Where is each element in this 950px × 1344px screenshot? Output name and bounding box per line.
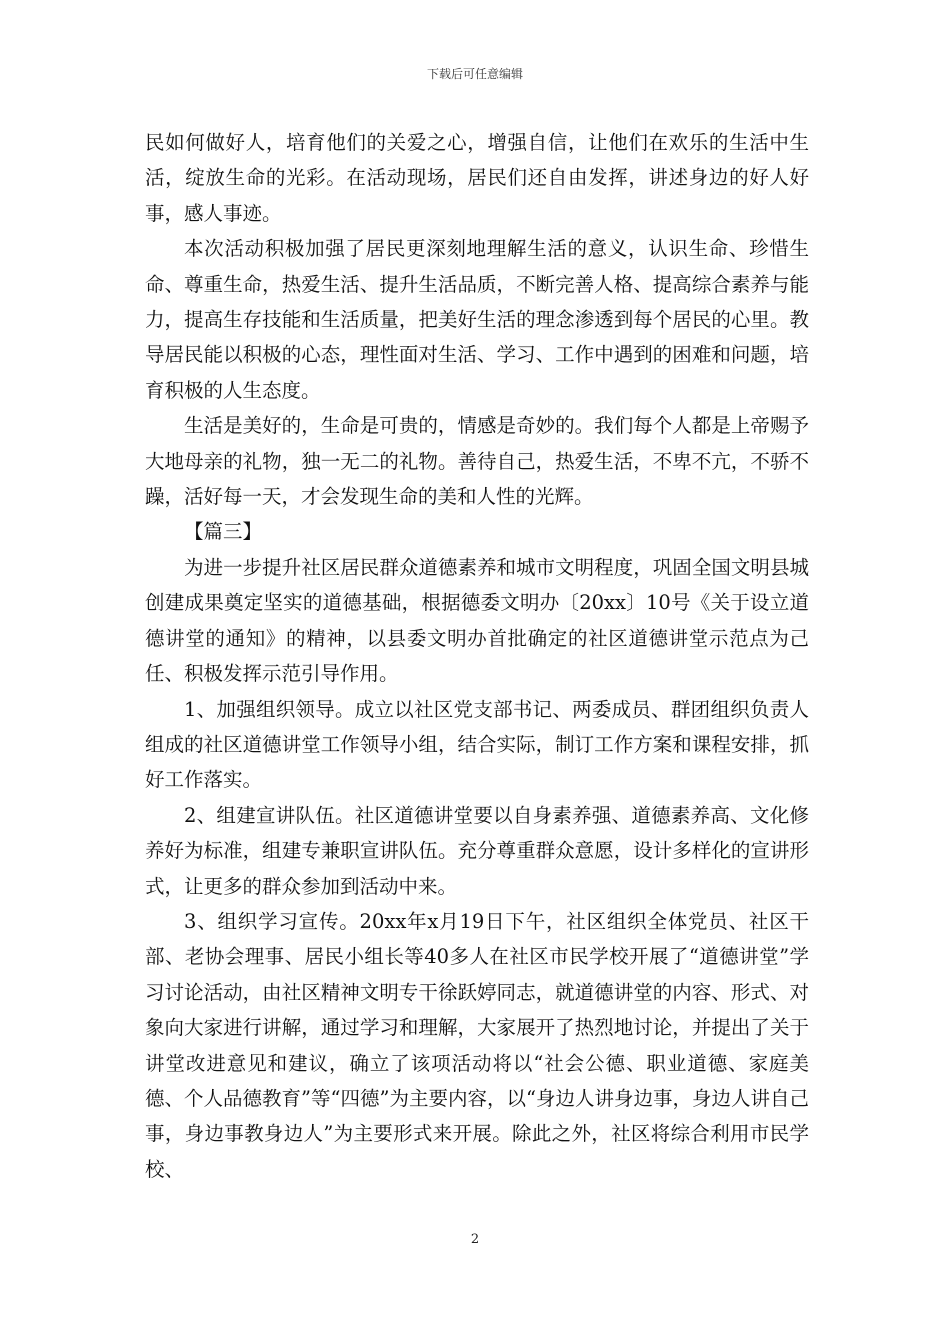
paragraph-6: 2、组建宣讲队伍。社区道德讲堂要以自身素养强、道德素养高、文化修养好为标准，组建专兼职宣讲队伍。充分尊重群众意愿，设计多样化的宣讲形式，让更多的群众参加到活动中来。	[145, 803, 809, 898]
paragraph-7: 3、组织学习宣传。20xx年x月19日下午，社区组织全体党员、社区干部、老协会理事、居民小组长等40多人在社区市民学校开展了“道德讲堂”学习讨论活动，由社区精神文明专干徐跃婷同志，就道德讲堂的内容、形式、对象向大家进行讲解，通过学习和理解，大家展开了热烈地讨论，并提出了关于讲堂改进意见和建议，确立了该项活动将以“社会公德、职业道德、家庭美德、个人品德教育”等“四德”为主要内容，以“身边人讲身边事，身边人讲自己事，身边事教身边人”为主要形式来开展。除此之外，社区将综合利用市民学校、	[145, 909, 809, 1181]
paragraph-5: 1、加强组织领导。成立以社区党支部书记、两委成员、群团组织负责人组成的社区道德讲堂工作领导小组，结合实际，制订工作方案和课程安排，抓好工作落实。	[145, 697, 809, 792]
document-body	[145, 125, 809, 1187]
paragraph-3: 生活是美好的，生命是可贵的，情感是奇妙的。我们每个人都是上帝赐予大地母亲的礼物，独一无二的礼物。善待自己，热爱生活，不卑不亢，不骄不躁，活好每一天，才会发现生命的美和人性的光辉。	[145, 414, 809, 509]
page-header: 下载后可任意编辑	[426, 67, 523, 81]
page-number: 2	[470, 1232, 480, 1247]
paragraph-4: 为进一步提升社区居民群众道德素养和城市文明程度，巩固全国文明县城创建成果奠定坚实的道德基础，根据德委文明办〔20xx〕10号《关于设立道德讲堂的通知》的精神，以县委文明办首批确定的社区道德讲堂示范点为己任、积极发挥示范引导作用。	[145, 555, 809, 686]
paragraph-2: 本次活动积极加强了居民更深刻地理解生活的意义，认识生命、珍惜生命、尊重生命，热爱生活、提升生活品质，不断完善人格、提高综合素养与能力，提高生存技能和生活质量，把美好生活的理念渗透到每个居民的心里。教导居民能以积极的心态，理性面对生活、学习、工作中遇到的困难和问题，培育积极的人生态度。	[145, 237, 809, 402]
section-heading: 【篇三】	[184, 520, 263, 544]
paragraph-1: 民如何做好人，培育他们的关爱之心，增强自信，让他们在欢乐的生活中生活，绽放生命的光彩。在活动现场，居民们还自由发挥，讲述身边的好人好事，感人事迹。	[145, 131, 809, 225]
